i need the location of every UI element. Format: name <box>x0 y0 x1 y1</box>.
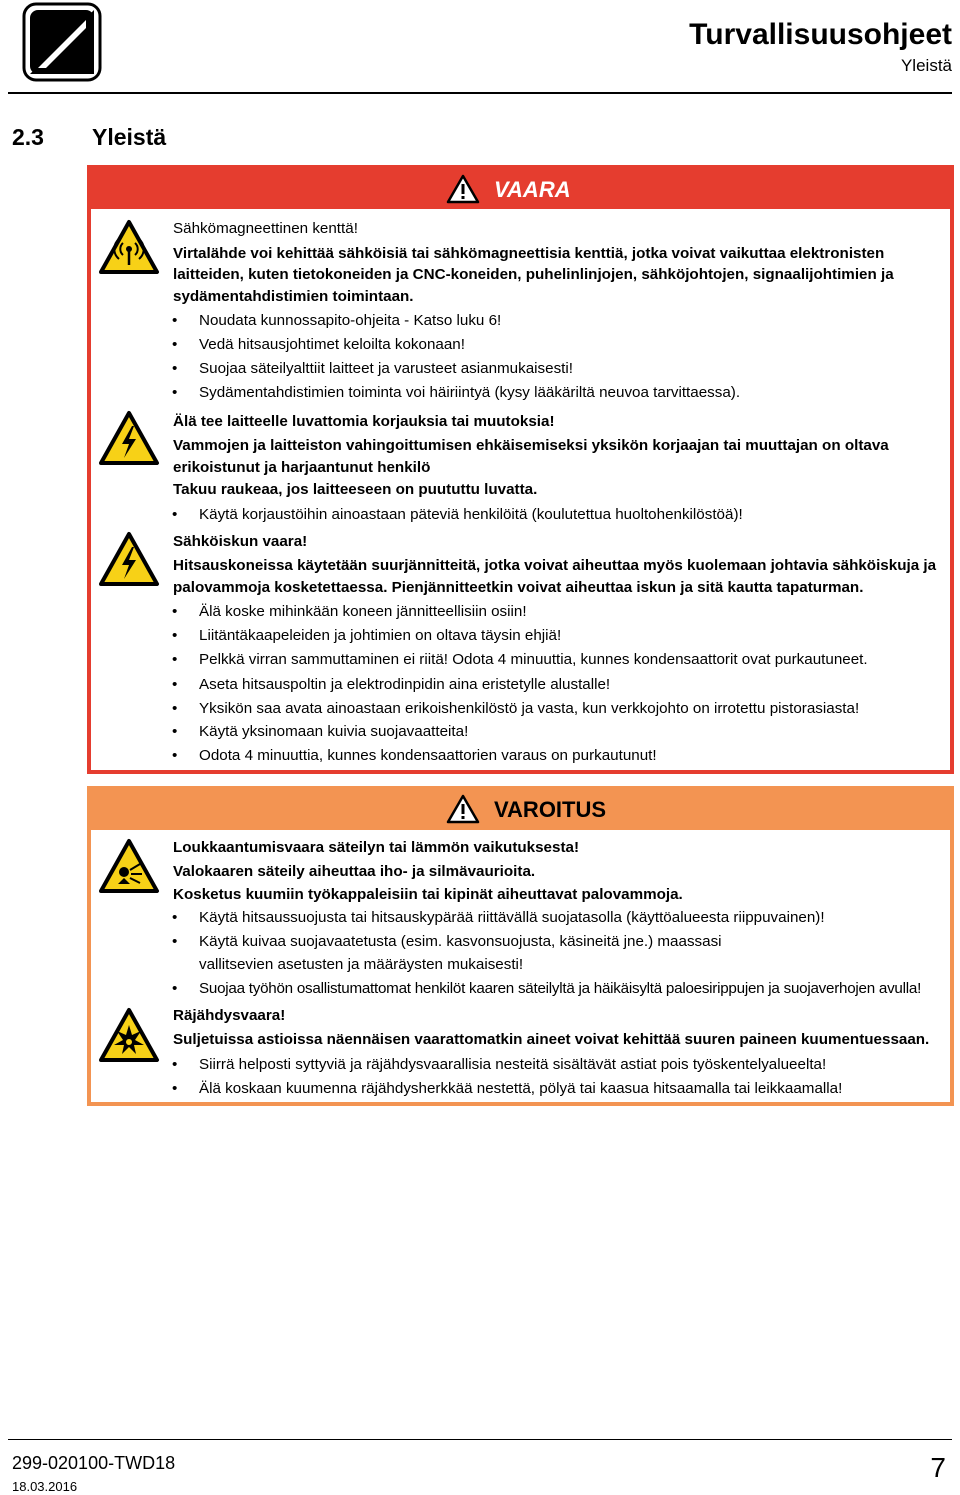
warning-text-line: Valokaaren säteily aiheuttaa iho- ja silmävaurioita. <box>173 863 536 880</box>
danger-heading: Sähkömagneettinen kenttä! <box>173 220 358 237</box>
footer-date: 18.03.2016 <box>12 1479 78 1494</box>
warning-triangle-icon <box>446 794 480 824</box>
footer-rule <box>8 1439 952 1440</box>
section-number: 2.3 <box>12 124 44 150</box>
header-title: Turvallisuusohjeet <box>689 18 952 51</box>
header-subtitle: Yleistä <box>900 56 952 75</box>
warning-header-bar <box>91 790 950 830</box>
danger-text-line: Virtalähde voi kehittää sähköisiä tai sähkömagneettisia kenttiä, jotka voivat vaikuttaa elektronisten <box>173 245 885 262</box>
header-rule <box>8 92 952 94</box>
repair-heading: Älä tee laitteelle luvattomia korjauksia tai muutoksia! <box>173 413 555 430</box>
danger-text-line: laitteiden, kuten tietokoneiden ja CNC-koneiden, puhelinlinjojen, sähköjohtojen, signaalijohtimien ja <box>173 266 894 283</box>
section-title: Yleistä <box>92 124 167 150</box>
danger-label: VAARA <box>494 177 571 202</box>
shock-heading: Sähköiskun vaara! <box>173 533 308 550</box>
danger-text-line: sydämentahdistimien toimintaan. <box>173 288 414 305</box>
page-number: 7 <box>930 1452 946 1483</box>
high-voltage-warning-icon <box>98 531 160 587</box>
danger-header-bar <box>91 169 950 209</box>
footer-doc-code: 299-020100-TWD18 <box>12 1453 176 1473</box>
repair-text-line: Takuu raukeaa, jos laitteeseen on puututtu luvatta. <box>173 481 538 498</box>
list-item-continuation: vallitsevien asetusten ja määräysten mukaisesti! <box>199 956 524 973</box>
electromagnetic-field-warning-icon <box>98 219 160 275</box>
repair-text-line: erikoistunut ja harjaantunut henkilö <box>173 459 431 476</box>
explosion-warning-icon <box>98 1007 160 1063</box>
warning-heading: Loukkaantumisvaara säteilyn tai lämmön vaikutuksesta! <box>173 839 580 856</box>
repair-text-line: Vammojen ja laitteiston vahingoittumisen ehkäisemiseksi yksikön korjaajan tai muuttajan on oltava <box>173 437 889 454</box>
warning-text-line: Kosketus kuumiin työkappaleisiin tai kipinät aiheuttavat palovammoja. <box>173 886 683 903</box>
explosion-heading: Räjähdysvaara! <box>173 1007 286 1024</box>
warning-label: VAROITUS <box>494 797 607 822</box>
shock-text-line: Hitsauskoneissa käytetään suurjännitteitä, jotka voivat aiheuttaa myös kuolemaan johtavia sähköiskuja ja <box>173 557 937 574</box>
high-voltage-warning-icon <box>98 410 160 466</box>
explosion-text-line: Suljetuissa astioissa näennäisen vaarattomatkin aineet voivat kehittää suuren paineen kuumentuessaan. <box>173 1031 930 1048</box>
shock-text-line: palovammoja kosketettaessa. Pienjännitteetkin voivat aiheuttaa iskun ja sitä kautta tapaturman. <box>173 579 864 596</box>
warning-triangle-icon <box>446 174 480 204</box>
brand-logo-icon <box>22 2 102 82</box>
arc-radiation-warning-icon <box>98 838 160 894</box>
